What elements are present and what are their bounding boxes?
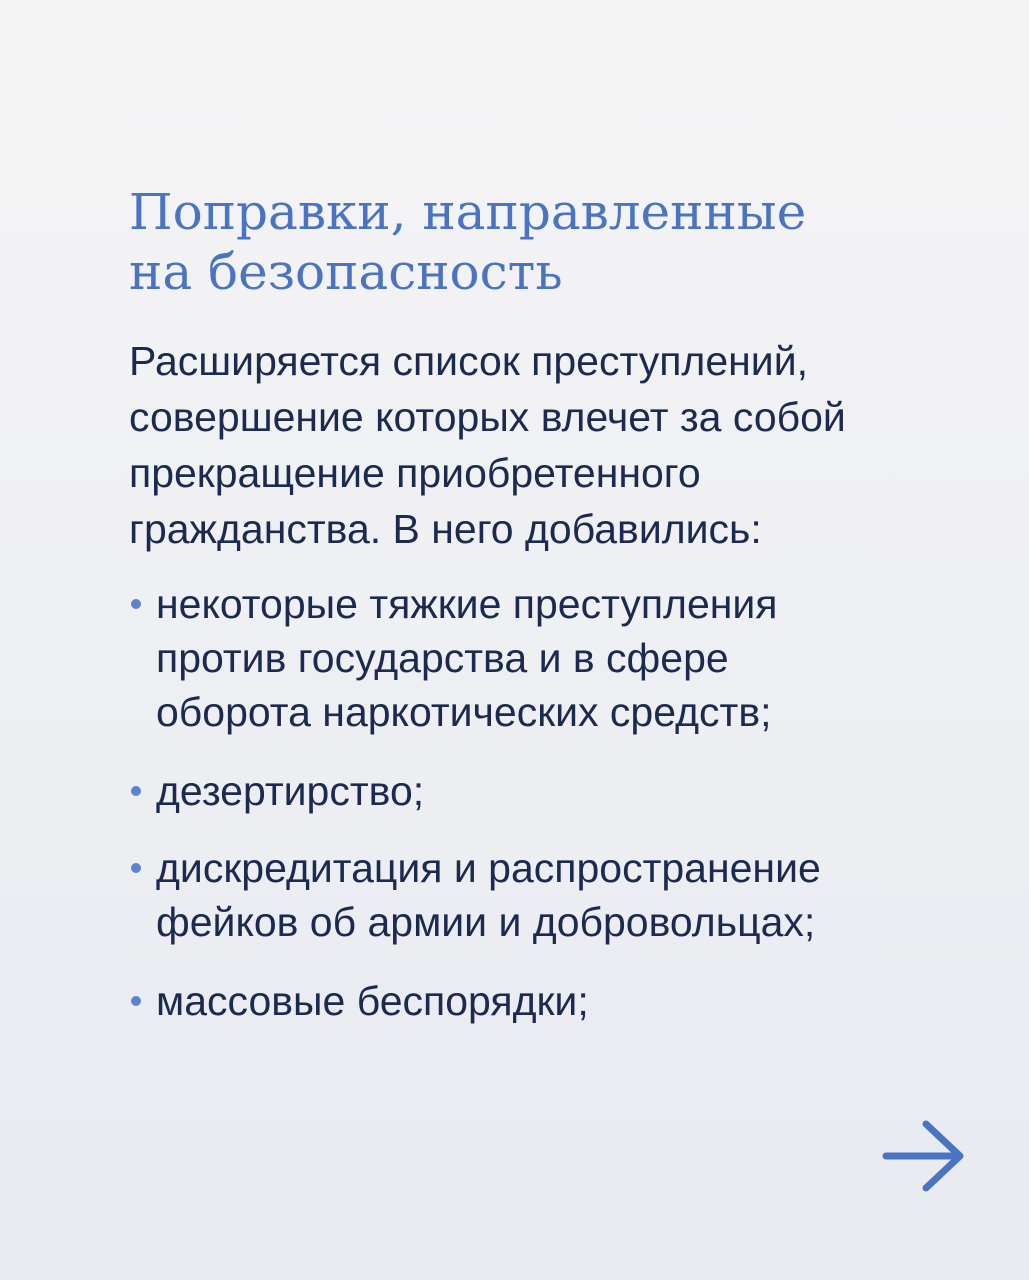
- bullet-icon: [131, 996, 141, 1006]
- list-item-line: против государства и в сфере: [156, 635, 729, 681]
- list-item-text: [156, 764, 424, 818]
- list-item-text: [156, 577, 778, 739]
- list-item-text: [156, 841, 821, 949]
- list-item-line: дискредитация и распространение: [156, 845, 821, 891]
- intro-paragraph: [129, 333, 989, 557]
- list-item-line: массовые беспорядки;: [156, 978, 589, 1024]
- slide-title: [129, 182, 949, 302]
- list-item-text: [156, 974, 589, 1028]
- intro-line: Расширяется список преступлений,: [129, 338, 808, 384]
- list-item-line: дезертирство;: [156, 768, 425, 814]
- intro-line: гражданства. В него добавились:: [129, 506, 762, 552]
- bullet-icon: [131, 863, 141, 873]
- bullet-icon: [131, 786, 141, 796]
- list-item-line: некоторые тяжкие преступления: [156, 581, 778, 627]
- slide-title-line: Поправки, направленные: [129, 183, 807, 241]
- slide-title-line: на безопасность: [129, 243, 563, 301]
- intro-line: совершение которых влечет за собой: [129, 394, 846, 440]
- intro-line: прекращение приобретенного: [129, 450, 701, 496]
- list-item-line: фейков об армии и добровольцах;: [156, 899, 816, 945]
- arrow-right-icon[interactable]: [882, 1118, 966, 1194]
- bullet-icon: [131, 599, 141, 609]
- list-item-line: оборота наркотических средств;: [156, 689, 772, 735]
